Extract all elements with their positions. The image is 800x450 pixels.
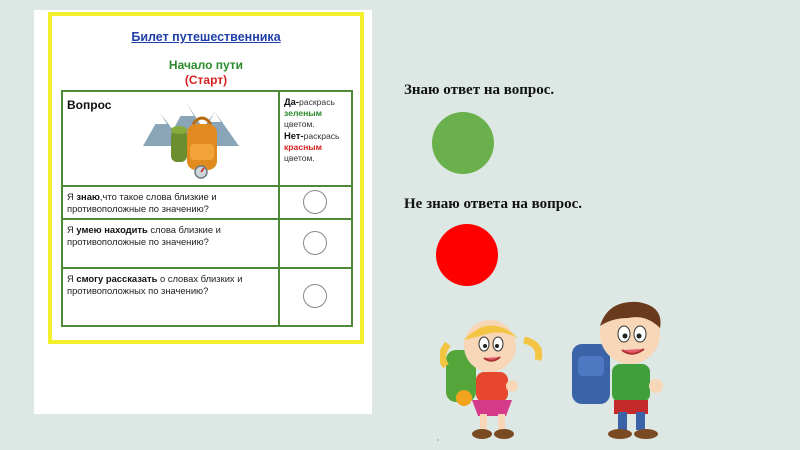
question-keyword: смогу рассказать [76,273,158,284]
question-post: слова близкие и противоположные по значению? [67,224,221,247]
backpack-icon [141,100,241,180]
question-text [63,220,278,247]
legend-no: Нет- [284,130,304,141]
question-pre: Я [67,191,77,202]
table-header-row [62,91,352,186]
green-circle [432,112,494,174]
legend-no-end: цветом. [284,153,315,163]
question-header-label: Вопрос [67,98,112,112]
question-post: ,что такое слова близкие и противоположные по значению? [67,191,217,214]
legend-cell [279,91,352,186]
legend-no-rest: раскрась [303,131,340,141]
question-cell [62,186,279,219]
girl-with-backpack [440,316,550,440]
question-cell [62,268,279,326]
question-text [63,187,278,214]
questions-table [61,90,353,327]
legend-no-color: красным [284,142,322,152]
start-label: (Старт) [184,73,228,87]
answer-circle[interactable] [303,190,327,214]
ticket-sheet [34,10,372,414]
answer-cell [279,186,352,219]
answer-cell [279,219,352,268]
legend-yes-end: цветом. [284,119,315,129]
legend-yes-color: зеленым [284,108,322,118]
answer-circle[interactable] [303,231,327,255]
start-line: Начало пути [168,58,244,72]
red-circle [436,224,498,286]
answer-circle[interactable] [303,284,327,308]
question-keyword: знаю [76,191,100,202]
decorative-dot [437,439,439,441]
question-header-cell [62,91,279,186]
table-row [62,268,352,326]
table-row [62,219,352,268]
question-pre: Я [67,273,77,284]
ticket-frame [48,12,364,344]
know-answer-label: Знаю ответ на вопрос. [404,82,555,98]
question-cell [62,219,279,268]
question-pre: Я [67,224,77,235]
table-row [62,186,352,219]
ticket-title: Билет путешественника [131,30,281,44]
question-text [63,269,278,296]
answer-cell [279,268,352,326]
question-keyword: умею находить [76,224,148,235]
dont-know-answer-label: Не знаю ответа на вопрос. [404,196,582,212]
legend-yes: Да- [284,96,300,107]
legend-yes-rest: раскрась [299,97,335,107]
legend-text [280,92,351,164]
question-post: о словах близких и противоположных по значению? [67,273,243,296]
boy-with-backpack [568,300,688,440]
